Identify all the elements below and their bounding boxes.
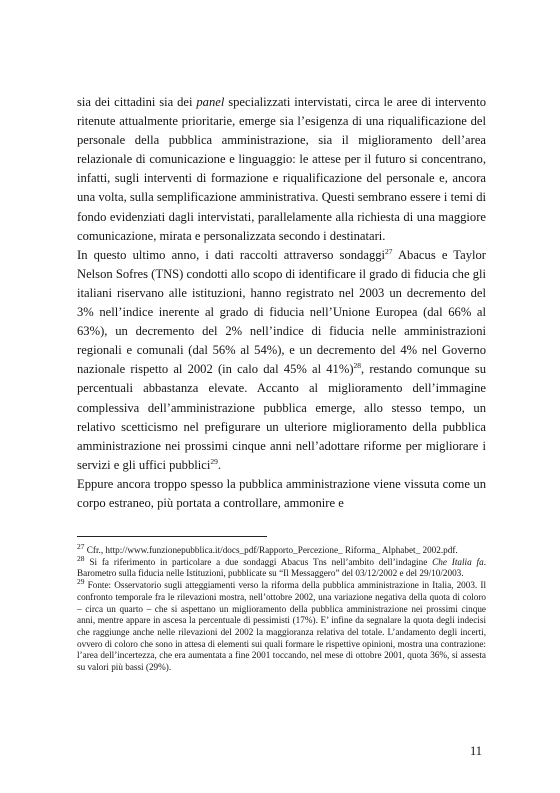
paragraph-2-text-a: In questo ultimo anno, i dati raccolti attraverso sondaggi	[77, 247, 386, 262]
paragraph-3: Eppure ancora troppo spesso la pubblica amministrazione viene vissuta come un corpo estraneo, più portata a controllare, ammonire e	[77, 476, 486, 510]
paragraph-2-text-d: .	[217, 457, 222, 472]
footnote-28	[77, 553, 486, 580]
paragraph-1-italic-panel: panel	[196, 95, 225, 109]
page-number: 11	[470, 744, 483, 758]
footnote-29-text: Fonte: Osservatorio sugli atteggiamenti verso la riforma della pubblica amministrazione in Italia, 2003. Il confronto temporale fra le rilevazioni mostra, nell’ottobre 2002, una variazione negativa della quota di coloro – circa un quarto – che si aspettano un miglioramento della pubblica amministrazione nei prossimi cinque anni, mentre appare in ascesa la percentuale di pessimisti (17%). E’ infine da segnalare la quota degli indecisi che raggiunge anche nelle rilevazioni del 2002 la maggioranza relativa del totale. L’andamento degli incerti, ovvero di coloro che sono in attesa di elementi sui quali formare le rispettive opinioni, mostra una contrazione: l’area dell’incertezza, che era aumentata a fine 2001 toccando, nel mese di ottobre 2001, quota 36%, si assesta su valori più bassi (29%).	[77, 580, 486, 673]
paragraph-1-text-a: sia dei cittadini sia dei	[77, 95, 197, 109]
footnote-ref-28: 28	[353, 361, 362, 371]
footnote-29	[77, 577, 486, 674]
footnote-ref-27: 27	[385, 246, 393, 256]
footnotes	[77, 541, 486, 674]
footnote-28-italic-title: Che Italia fa	[432, 556, 484, 567]
paragraph-2-text-c: , restando comunque su percentuali abbastanza elevate. Accanto al miglioramento dell’immagine complessiva dell’amministrazione pubblica emerge, allo stesso tempo, un relativo scetticismo nel prefigurare un ulteriore miglioramento della pubblica amministrazione nei prossimi cinque anni nell’adottare riforme per migliorare i servizi e gli uffici pubblici	[77, 362, 486, 472]
footnote-separator	[77, 536, 267, 537]
paragraph-2-text-b: Abacus e Taylor Nelson Sofres (TNS) condotti allo scopo di identificare il grado di fiducia che gli italiani riservano alle istituzioni, hanno registrato nel 2003 un decremento del 3% nell’indice inerente al grado di fiducia nell’Unione Europea (dal 66% al 63%), un decremento del 2% nell’indice di fiducia nelle amministrazioni regionali e comunali (dal 56% al 54%), e un decremento del 4% nel Governo nazionale rispetto al 2002 (in calo dal 45% al 41%)	[77, 247, 486, 377]
footnote-28-text-a: Si fa riferimento in particolare a due sondaggi Abacus Tns nell’ambito dell’indagine	[84, 556, 433, 567]
footnote-28-number: 28	[77, 553, 85, 563]
footnote-28-text-b: . Barometro sulla fiducia nelle Istituzioni, pubblicate su “Il Messaggero” del 03/12/2002 e del 29/10/2003.	[77, 556, 486, 579]
paragraph-1-text-b: specializzati intervistati, circa le aree di intervento ritenute attualmente prioritarie, emerge sia l’esigenza di una riqualificazione del personale della pubblica amministrazione, sia il miglioramento dell’area relazionale di comunicazione e linguaggio: le attese per il futuro si concentrano, infatti, sugli interventi di formazione e riqualificazione del personale e, ancora una volta, sulla semplificazione amministrativa. Questi sembrano essere i temi di fondo evidenziati dagli intervistati, parallelamente alla richiesta di una maggiore comunicazione, mirata e personalizzata secondo i destinatari.	[77, 95, 486, 243]
footnote-29-number: 29	[77, 577, 85, 587]
paragraph-2	[77, 246, 486, 475]
paragraph-1	[77, 93, 486, 246]
footnote-27	[77, 541, 486, 557]
footnote-ref-29: 29	[210, 456, 218, 466]
main-text	[77, 93, 486, 513]
footnote-27-number: 27	[77, 541, 85, 551]
footnote-27-text: Cfr., http://www.funzionepubblica.it/docs_pdf/Rapporto_Percezione_ Riforma_ Alphabet_ 2002.pdf.	[84, 545, 458, 555]
